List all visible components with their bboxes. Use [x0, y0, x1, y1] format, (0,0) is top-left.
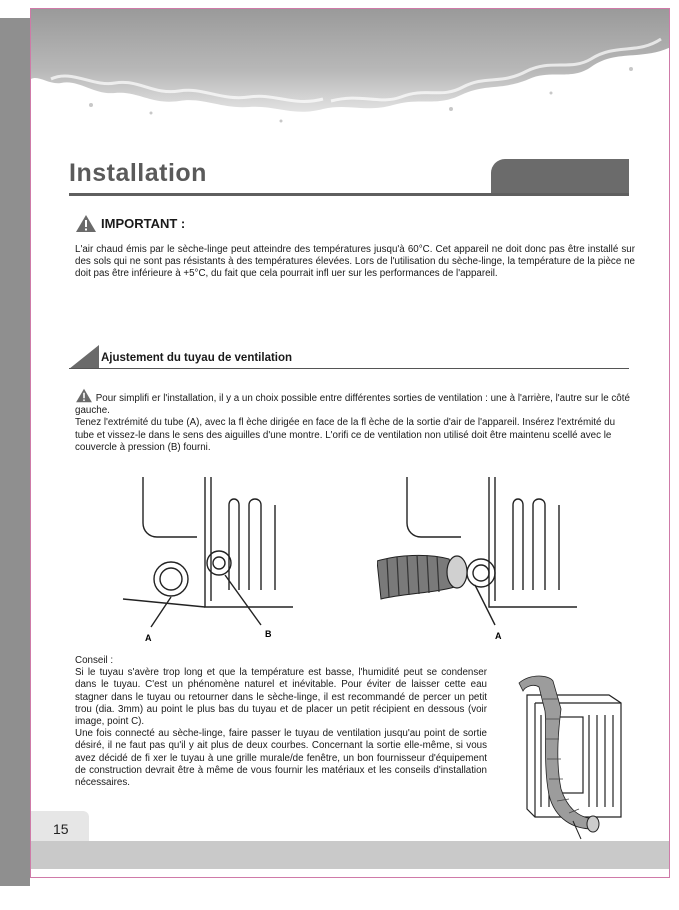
- label-a: A: [495, 631, 502, 641]
- title-rule: [69, 193, 629, 196]
- section-title: Ajustement du tuyau de ventilation: [101, 352, 293, 364]
- document-page: [30, 8, 670, 878]
- dryer-vents-illustration: [93, 475, 323, 647]
- page-number: 15: [53, 821, 69, 837]
- section-paragraph-2: Tenez l'extrémité du tube (A), avec la fl èche dirigée en face de la fl èche de la sortie d'air de l'appareil. Insérez l'extrémité du tube et vissez-le dans le sens des aiguilles d'une montre. L'orifi ce de ventilation non utilisé doit être maintenu scellé avec le couvercle à pression (B) fourni.: [75, 417, 616, 453]
- conseil-paragraph-1: Si le tuyau s'avère trop long et que la température est basse, l'humidité peut se condenser dans le tuyau. C'est un phénomène naturel et inévitable. Pour éviter de laisser cette eau stagner dans le tuyau ou retourner dans le sèche-linge, il est recommandé de percer un petit trou (dia. 3mm) au point le plus bas du tuyau et de placer un petit récipient en dessous (voir image, point C).: [75, 667, 487, 728]
- label-b: B: [265, 629, 272, 639]
- conseil-section: [75, 655, 487, 789]
- section-rule: [69, 368, 629, 369]
- water-splash-banner: [31, 9, 670, 139]
- label-a: A: [145, 633, 152, 643]
- page-shadow: [0, 18, 30, 886]
- conseil-heading: Conseil :: [75, 655, 114, 666]
- warning-icon: [75, 388, 93, 403]
- important-label: IMPORTANT :: [101, 216, 186, 231]
- section-heading: [69, 345, 629, 369]
- dryer-ventilation-hose-illustration: [489, 669, 639, 849]
- section-paragraph-1: Pour simplifi er l'installation, il y a un choix possible entre différentes sorties de ventilation : une à l'arrière, l'autre sur le côté gauche.: [75, 393, 630, 417]
- section-text: [75, 388, 635, 454]
- conseil-paragraph-2: Une fois connecté au sèche-linge, faire passer le tuyau de ventilation jusqu'au point de sortie désiré, il ne faut pas qu'il y ait plus de deux courbes. Concernant la sortie elle-même, si vous avez décidé de fi xer le tuyau à une grille murale/de fenêtre, un bon fournisseur d'équipement de construction devrait être à même de vous fournir les matériaux et les conseils d'installation nécessaires.: [75, 728, 487, 789]
- section-triangle-icon: [69, 345, 99, 369]
- title-tab-decoration: [491, 159, 629, 193]
- warning-icon: [75, 214, 97, 233]
- footer-band: [31, 841, 669, 869]
- page-title: Installation: [69, 159, 207, 187]
- important-heading: [75, 214, 185, 233]
- dryer-hose-illustration: [377, 475, 617, 647]
- important-text: L'air chaud émis par le sèche-linge peut atteindre des températures jusqu'à 60°C. Cet appareil ne doit donc pas être installé sur des sols qui ne sont pas résistants à des températures élevées. Lors de l'utilisation du sèche-linge, la température de la pièce ne doit pas être inférieure à +5°C, du fait que cela pourrait infl uer sur les performances de l'appareil.: [75, 244, 635, 280]
